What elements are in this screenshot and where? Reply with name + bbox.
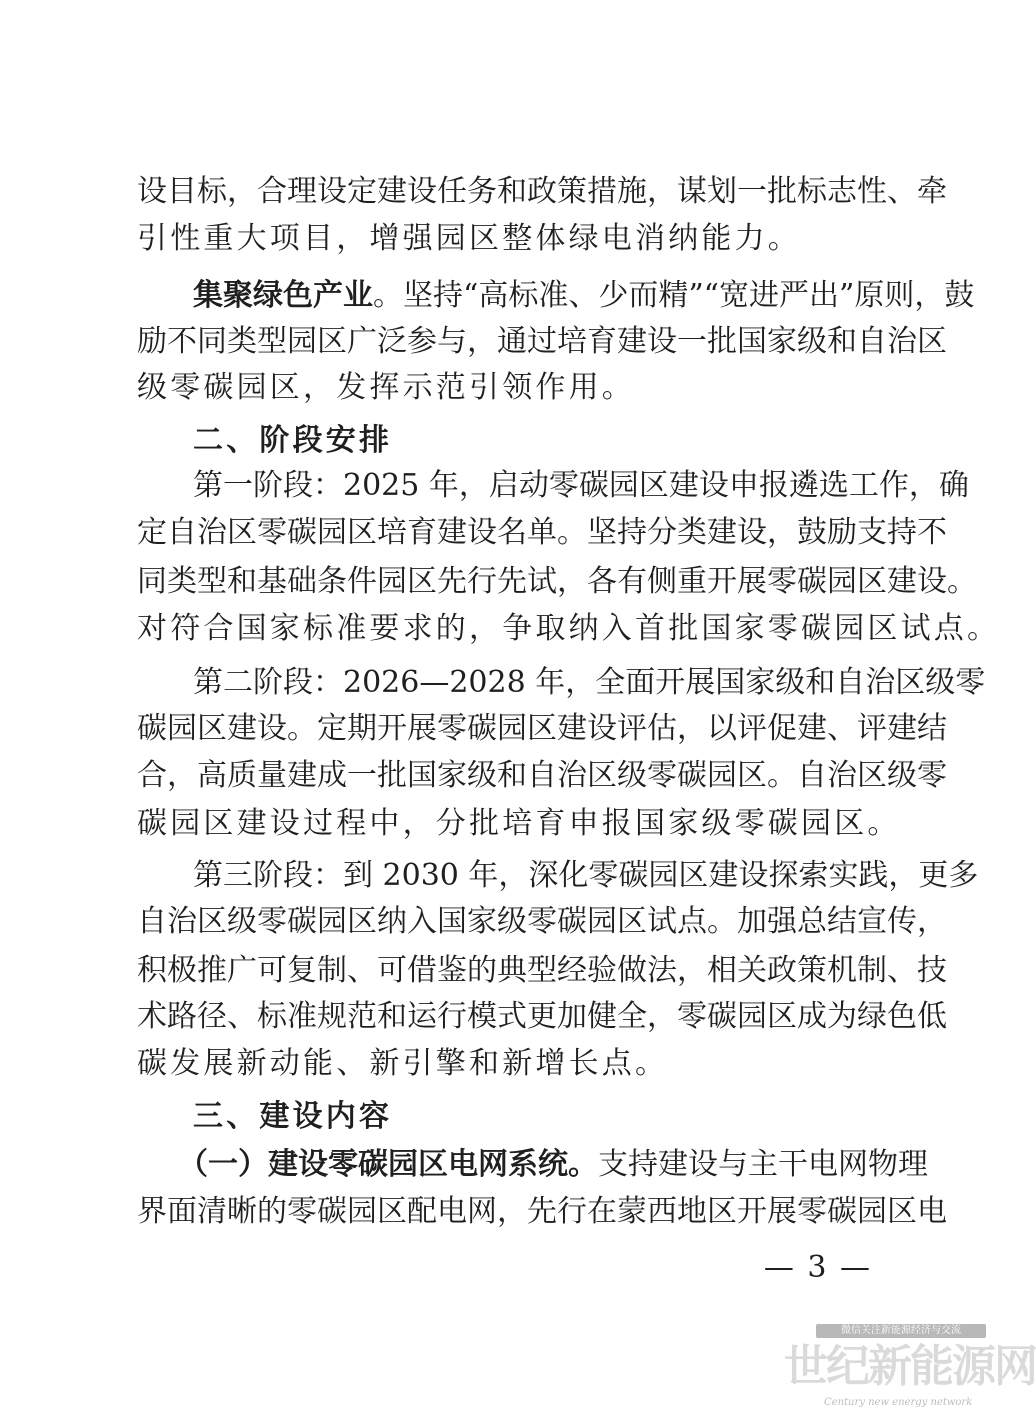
text-line bbox=[178, 1145, 928, 1185]
text-line: 积极推广可复制、可借鉴的典型经验做法，相关政策机制、技 bbox=[137, 953, 947, 988]
section-heading: 二、阶段安排 bbox=[193, 423, 393, 458]
text-line: 界面清晰的零碳园区配电网，先行在蒙西地区开展零碳园区电 bbox=[137, 1194, 947, 1229]
text-line: 同类型和基础条件园区先行先试，各有侧重开展零碳园区建设。 bbox=[137, 564, 977, 599]
bold-lead-part: 绿色产业 bbox=[253, 278, 373, 313]
text-segment: 。坚持“高标准、少而精”“宽进严出”原则，鼓 bbox=[373, 278, 975, 313]
text-line: 引性重大项目，增强园区整体绿电消纳能力。 bbox=[137, 221, 801, 256]
text-line: 术路径、标准规范和运行模式更加健全，零碳园区成为绿色低 bbox=[137, 999, 947, 1034]
bold-lead: （一）建设零碳园区电网系统。 bbox=[178, 1147, 598, 1182]
text-segment: 支持建设与主干电网物理 bbox=[598, 1147, 928, 1182]
section-heading: 三、建设内容 bbox=[193, 1099, 393, 1134]
text-line: 合，高质量建成一批国家级和自治区级零碳园区。自治区级零 bbox=[137, 758, 947, 793]
watermark-banner: 微信关注新能源经济与交流 bbox=[816, 1324, 986, 1338]
text-line: 碳园区建设。定期开展零碳园区建设评估，以评促建、评建结 bbox=[137, 711, 947, 746]
bold-lead-part: 集聚 bbox=[193, 278, 253, 313]
text-line: 定自治区零碳园区培育建设名单。坚持分类建设，鼓励支持不 bbox=[137, 515, 947, 550]
text-line: 自治区级零碳园区纳入国家级零碳园区试点。加强总结宣传， bbox=[137, 904, 947, 939]
text-line: 对符合国家标准要求的，争取纳入首批国家零碳园区试点。 bbox=[137, 611, 1001, 646]
text-line: 第一阶段：2025 年，启动零碳园区建设申报遴选工作，确 bbox=[193, 468, 969, 503]
watermark-subtitle: Century new energy network bbox=[824, 1397, 973, 1408]
text-line: 碳园区建设过程中，分批培育申报国家级零碳园区。 bbox=[137, 806, 901, 841]
watermark-logo-text: 世纪新能源网 bbox=[784, 1341, 1036, 1392]
bold-lead bbox=[193, 278, 373, 313]
text-line: 第三阶段：到 2030 年，深化零碳园区建设探索实践，更多 bbox=[193, 858, 979, 893]
text-line bbox=[137, 276, 975, 316]
watermark bbox=[780, 1324, 1036, 1412]
text-line: 设目标，合理设定建设任务和政策措施，谋划一批标志性、牵 bbox=[137, 174, 947, 209]
text-line: 级零碳园区，发挥示范引领作用。 bbox=[137, 370, 635, 405]
text-line: 第二阶段：2026—2028 年，全面开展国家级和自治区级零 bbox=[193, 665, 986, 700]
text-line: 励不同类型园区广泛参与，通过培育建设一批国家级和自治区 bbox=[137, 324, 947, 359]
page-number: — 3 — bbox=[763, 1250, 872, 1285]
text-line: 碳发展新动能、新引擎和新增长点。 bbox=[137, 1046, 669, 1081]
